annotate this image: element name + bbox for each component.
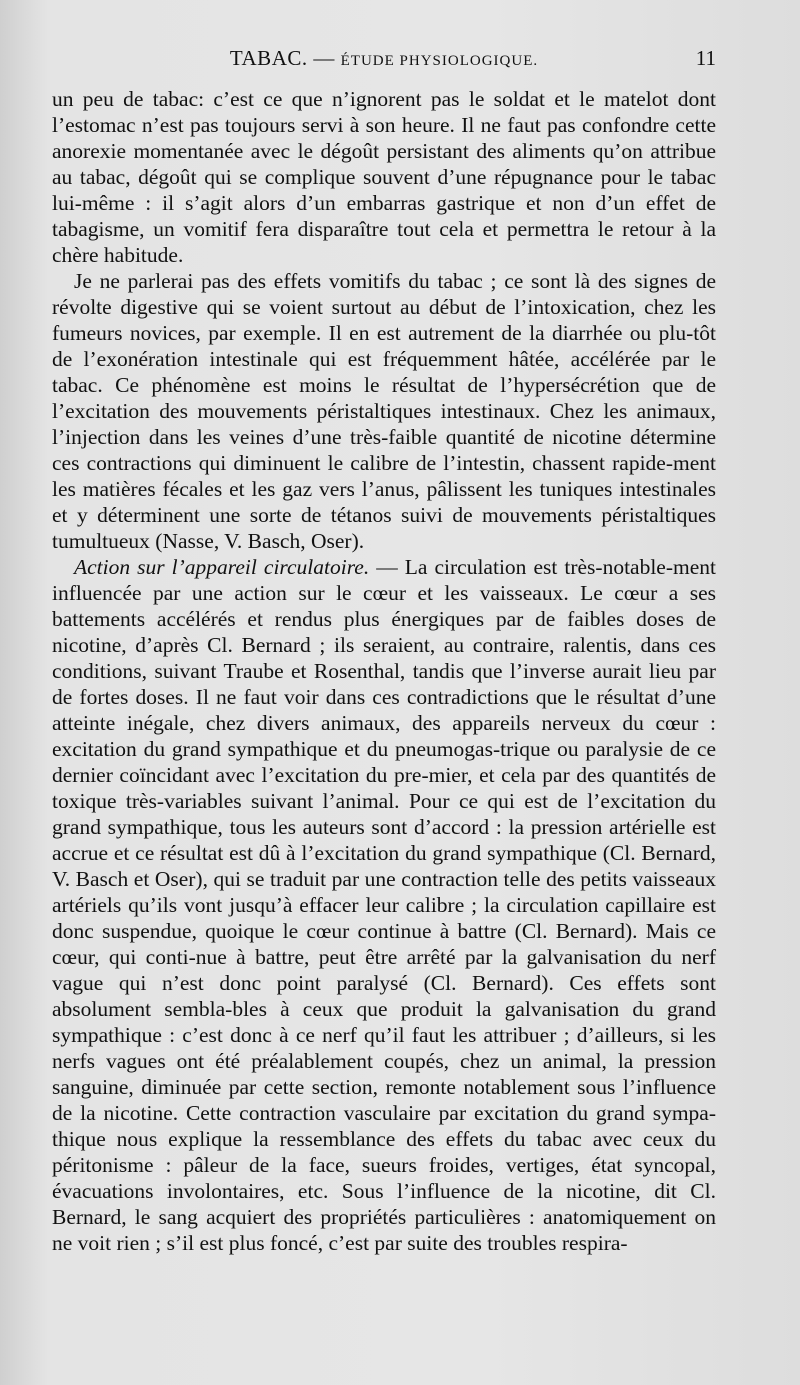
paragraph-3 (52, 554, 716, 1256)
paragraph-text: Je ne parlerai pas des effets vomitifs du tabac ; ce sont là des signes de révolte digestive qui se voient surtout au début de l’intoxication, chez les fumeurs novices, par exemple. Il en est autrement de la diarrhée ou plu-tôt de l’exonération intestinale qui est fréquemment hâtée, accélérée par le tabac. Ce phénomène est moins le résultat de l’hypersécrétion que de l’excitation des mouvements péristaltiques intestinaux. Chez les animaux, l’injection dans les veines d’une très-faible quantité de nicotine détermine ces contractions qui diminuent le calibre de l’intestin, chassent rapide-ment les matières fécales et les gaz vers l’anus, pâlissent les tuniques intestinales et y déterminent une sorte de tétanos suivi de mouvements péristaltiques tumultueux (Nasse, V. Basch, Oser). (52, 269, 716, 553)
paragraph-2 (52, 268, 716, 554)
running-head-title: TABAC. (229, 46, 308, 70)
running-head-subtitle: ÉTUDE PHYSIOLOGIQUE. (340, 53, 539, 69)
body-text (52, 86, 716, 1256)
running-head-dash: — (313, 46, 335, 70)
page-number: 11 (695, 46, 716, 70)
paragraph-text: un peu de tabac: c’est ce que n’ignorent pas le soldat et le matelot dont l’estomac n’est pas toujours servi à son heure. Il ne faut pas confondre cette anorexie momentanée avec le dégoût persistant des aliments qu’on attribue au tabac, dégoût qui se complique souvent d’une répugnance pour le tabac lui-même : il s’agit alors d’un embarras gastrique et non d’un effet de tabagisme, un vomitif fera disparaître tout cela et permettra le retour à la chère habitude. (52, 87, 716, 267)
running-head (52, 46, 716, 71)
paragraph-1 (52, 86, 716, 268)
page-header (52, 46, 716, 74)
section-title: Action sur l’appareil circulatoire. (74, 555, 370, 579)
paragraph-text: — La circulation est très-notable-ment influencée par une action sur le cœur et les vaisseaux. Le cœur a ses battements accélérés et rendus plus énergiques par de faibles doses de nicotine, d’après Cl. Bernard ; ils seraient, au contraire, ralentis, dans ces conditions, suivant Traube et Rosenthal, tandis que l’inverse aurait lieu par de fortes doses. Il ne faut voir dans ces contradictions que le résultat d’une atteinte inégale, chez divers animaux, des appareils nerveux du cœur : excitation du grand sympathique et du pneumogas-trique ou paralysie de ce dernier coïncidant avec l’excitation du pre-mier, et cela par des quantités de toxique très-variables suivant l’animal. Pour ce qui est de l’excitation du grand sympathique, tous les auteurs sont d’accord : la pression artérielle est accrue et ce résultat est dû à l’excitation du grand sympathique (Cl. Bernard, V. Basch et Oser), qui se traduit par une contraction telle des petits vaisseaux artériels qu’ils vont jusqu’à effacer leur calibre ; la circulation capillaire est donc suspendue, quoique le cœur continue à battre (Cl. Bernard). Mais ce cœur, qui conti-nue à battre, peut être arrêté par la galvanisation du nerf vague qui n’est donc point paralysé (Cl. Bernard). Ces effets sont absolument sembla-bles à ceux que produit la galvanisation du grand sympathique : c’est donc à ce nerf qu’il faut les attribuer ; d’ailleurs, si les nerfs vagues ont été préalablement coupés, chez un animal, la pression sanguine, diminuée par cette section, remonte notablement sous l’influence de la nicotine. Cette contraction vasculaire par excitation du grand sympa-thique nous explique la ressemblance des effets du tabac avec ceux du péritonisme : pâleur de la face, sueurs froides, vertiges, état syncopal, évacuations involontaires, etc. Sous l’influence de la nicotine, dit Cl. Bernard, le sang acquiert des propriétés particulières : anatomiquement on ne voit rien ; s’il est plus foncé, c’est par suite des troubles respira- (52, 555, 717, 1255)
